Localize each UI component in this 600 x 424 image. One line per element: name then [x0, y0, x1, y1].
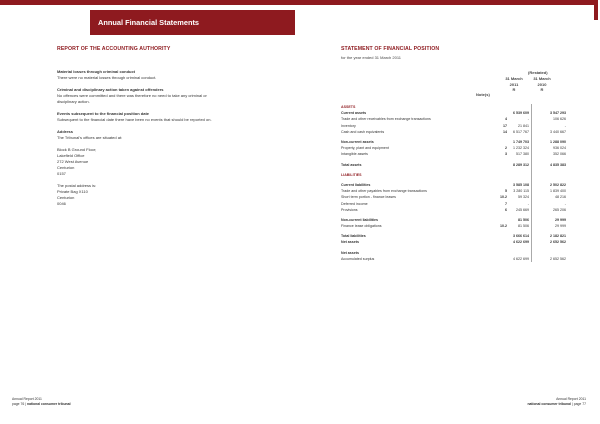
header-bar	[0, 0, 598, 5]
row-value-2011: 6 539 609	[509, 110, 532, 116]
row-note: 6	[505, 207, 507, 212]
row-value-2011: 245 669	[509, 207, 532, 213]
report-block-title: Events subsequent to the financial position date	[57, 111, 150, 116]
row-note: 3	[505, 152, 507, 157]
report-block	[57, 87, 272, 105]
row-label: Short term portion - finance leases	[341, 195, 396, 200]
row-value-2011: 81 506	[509, 223, 532, 229]
report-block	[57, 69, 272, 81]
row-value-2011: 3 585 108	[509, 182, 532, 188]
row-value-2010: 4 835 383	[550, 162, 566, 167]
row-value-2010: 2 502 822	[550, 182, 566, 187]
report-body	[57, 69, 272, 207]
footer-right-org: national consumer tribunal	[527, 401, 571, 406]
restated-label: (Restated)	[528, 70, 548, 75]
section-title-banner: Annual Financial Statements	[90, 10, 295, 35]
row-value-2011: 81 506	[509, 217, 532, 223]
row-value-2011: 3 280 115	[509, 188, 532, 194]
row-value-2011: 1 232 324	[509, 145, 532, 151]
row-value-2010: 2 652 562	[550, 240, 566, 245]
row-label: ASSETS	[341, 105, 356, 110]
row-label: Total liabilities	[341, 234, 366, 239]
row-value-2011: 4 622 699	[509, 239, 532, 245]
column-2011-year: 2011	[509, 81, 519, 87]
row-label: Non-current assets	[341, 140, 374, 145]
row-value-2011: 59 324	[509, 194, 532, 200]
report-block-title: Material losses through criminal conduct	[57, 69, 136, 74]
row-value-2010: 3 547 293	[550, 111, 566, 116]
row-label: Accumulated surplus	[341, 256, 375, 261]
report-block-line: There were no material losses through criminal conduct.	[57, 75, 157, 80]
row-value-2010: -	[564, 123, 566, 128]
row-note: 14	[503, 129, 507, 134]
row-label: Current liabilities	[341, 182, 371, 187]
column-2011-date: 31 March	[505, 76, 523, 81]
row-value-2010: 1 839 400	[550, 189, 566, 194]
row-note: 10.2	[500, 195, 507, 200]
page-edge-marker	[594, 0, 598, 20]
address-line: 272 West Avenue	[57, 159, 89, 164]
row-value-2011: 6 517 767	[509, 129, 532, 135]
report-heading: REPORT OF THE ACCOUNTING AUTHORITY	[57, 46, 171, 52]
row-label: Finance lease obligations	[341, 224, 382, 229]
notes-column-header: Note(s)	[476, 92, 490, 97]
report-block-line: disciplinary action.	[57, 99, 90, 104]
row-value-2011: -	[509, 200, 532, 206]
row-value-2010: 2 182 821	[550, 234, 566, 239]
row-value-2010: 1 288 090	[550, 140, 566, 145]
row-note: 17	[503, 123, 507, 128]
footer-right	[500, 397, 586, 406]
row-label: Trade and other payables from exchange transactions	[341, 189, 427, 194]
row-label: Net assets	[341, 240, 359, 245]
column-2011-unit: R	[512, 87, 516, 93]
row-value-2010: 106 626	[553, 117, 566, 122]
row-note	[481, 256, 509, 262]
row-label: Deferred income	[341, 201, 368, 206]
address-line: Block B Ground Floor;	[57, 147, 97, 152]
row-value-2010: 3 440 667	[550, 129, 566, 134]
row-value-2010: 936 024	[553, 146, 566, 151]
footer-left-report: Annual Report 2011	[12, 397, 42, 401]
row-label: Inventory	[341, 123, 356, 128]
column-2010-header	[529, 76, 555, 93]
row-value-2011: 3 666 614	[509, 233, 532, 239]
statement-heading: STATEMENT OF FINANCIAL POSITION	[341, 46, 440, 52]
address-line: 0157	[57, 171, 66, 176]
row-note: 5	[505, 189, 507, 194]
row-label: Total assets	[341, 162, 362, 167]
row-note: 7	[505, 201, 507, 206]
row-value-2011: 517 380	[509, 151, 532, 157]
row-value-2011: 4 622 699	[509, 256, 532, 262]
report-block-line: No offences were committed and there was therefore no need to take any criminal or	[57, 93, 207, 98]
row-value-2011: 1 749 703	[509, 139, 532, 145]
footer-right-page-line: national consumer tribunal | page 77	[527, 401, 586, 406]
row-label: Net assets	[341, 250, 359, 255]
footer-right-report: Annual Report 2011	[556, 397, 586, 401]
postal-intro: The postal address is:	[57, 183, 97, 188]
statement-subheading: for the year ended 31 March 2011	[341, 55, 401, 60]
report-block	[57, 111, 272, 123]
postal-line: 0046	[57, 201, 66, 206]
row-label: Cash and cash equivalents	[341, 129, 385, 134]
row-value-2010: 265 206	[553, 207, 566, 212]
column-2010-year: 2010	[537, 81, 547, 87]
row-value-2011: 8 289 312	[509, 162, 532, 168]
report-block-title: Address	[57, 129, 74, 134]
address-line: Centurion	[57, 165, 75, 170]
row-label: Non-current liabilities	[341, 217, 378, 222]
row-label: Intangible assets	[341, 152, 368, 157]
row-note: 2	[505, 146, 507, 151]
report-block-title: Criminal and disciplinary action taken against offenders	[57, 87, 164, 92]
report-block-line: The Tribunal's offices are situated at:	[57, 135, 123, 140]
address-line: Lakefield Office	[57, 153, 85, 158]
row-label: Provisions	[341, 207, 358, 212]
table-row	[341, 256, 566, 262]
footer-left	[12, 397, 71, 406]
row-value-2010: -	[564, 201, 566, 206]
footer-right-page: page 77	[573, 401, 586, 406]
postal-line: Private Bag X110	[57, 189, 88, 194]
office-address	[57, 147, 272, 177]
row-value-2011: -	[509, 116, 532, 122]
column-2010-date: 31 March	[533, 76, 551, 81]
footer-left-page: page 76	[12, 401, 25, 406]
footer-left-org: national consumer tribunal	[27, 401, 71, 406]
report-block-line: Subsequent to the financial date there have been no events that should be reported on.	[57, 117, 212, 122]
row-value-2010: 29 999	[555, 217, 566, 222]
row-value-2011: 21 841	[509, 123, 532, 129]
row-label: Trade and other receivables from exchange transactions	[341, 117, 431, 122]
report-block	[57, 129, 272, 141]
row-label: Current assets	[341, 111, 367, 116]
row-value-2010: 352 066	[553, 152, 566, 157]
postal-line: Centurion	[57, 195, 75, 200]
row-note: 4	[505, 117, 507, 122]
column-2010-unit: R	[540, 87, 544, 93]
row-value-2010: 29 999	[555, 224, 566, 229]
row-label: Property, plant and equipment	[341, 146, 389, 151]
row-value-2010: 48 216	[555, 195, 566, 200]
footer-left-page-line: page 76 | national consumer tribunal	[12, 401, 71, 406]
row-label: LIABILITIES	[341, 172, 362, 177]
financial-position-table	[341, 104, 566, 262]
row-note: 10.2	[500, 224, 507, 229]
column-2011-header	[502, 76, 526, 93]
row-value-2010: 2 652 562	[550, 256, 566, 261]
